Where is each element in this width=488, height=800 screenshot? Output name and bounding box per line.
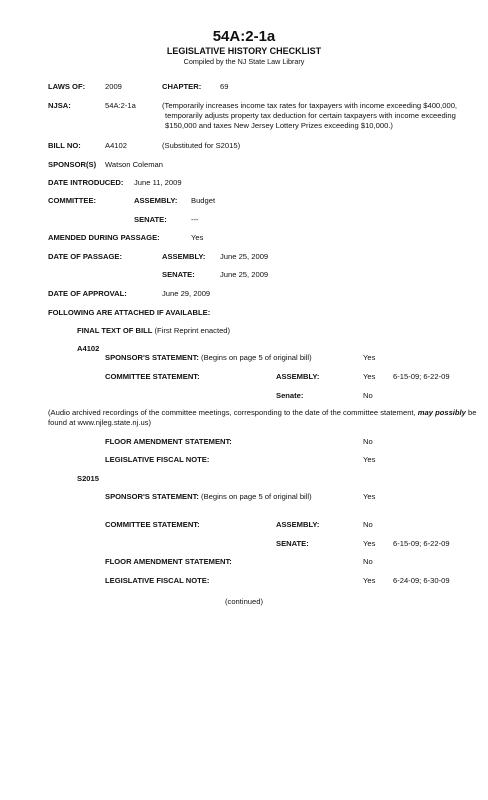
a4102-label: A4102 [77,344,100,353]
s2015-senate-dates: 6-15-09; 6-22-09 [393,539,450,548]
a4102-sponsor-stmt-value: Yes [363,353,376,362]
s2015-sponsor-row [105,492,312,501]
laws-of-label: LAWS OF: [48,82,86,91]
s2015-fiscal-label: LEGISLATIVE FISCAL NOTE: [105,576,210,585]
committee-assembly-label: ASSEMBLY: [134,196,178,205]
s2015-senate-label: SENATE: [276,539,309,548]
final-text-label: FINAL TEXT OF BILL [77,326,153,335]
final-text-row [77,326,230,335]
a4102-senate-label: Senate: [276,391,304,400]
a4102-assembly-label: ASSEMBLY: [276,372,320,381]
a4102-sponsor-stmt-label: SPONSOR'S STATEMENT: [105,353,199,362]
approval-value: June 29, 2009 [162,289,211,298]
passage-assembly-label: ASSEMBLY: [162,252,206,261]
audio-note-emphasis: may possibly [417,408,466,417]
passage-senate-label: SENATE: [162,270,195,279]
chapter-label: CHAPTER: [162,82,202,91]
chapter-value: 69 [220,82,229,91]
committee-senate-label: SENATE: [134,215,167,224]
attached-label: FOLLOWING ARE ATTACHED IF AVAILABLE: [48,308,211,317]
s2015-sponsor-stmt-note: (Begins on page 5 of original bill) [201,492,312,501]
s2015-floor-label: FLOOR AMENDMENT STATEMENT: [105,557,232,566]
final-text-note: (First Reprint enacted) [154,326,231,335]
a4102-sponsor-row [105,353,312,362]
a4102-sponsor-stmt-note: (Begins on page 5 of original bill) [201,353,312,362]
a4102-sponsor-stmt-dates: 6-15-09; 6-22-09 [393,372,450,381]
njsa-description-line-3: $150,000 and taxes New Jersey Lottery Prizes exceeding $10,000.) [165,121,393,130]
audio-note-text: (Audio archived recordings of the committee meetings, corresponding to the date of the committee statement, [48,408,418,417]
approval-label: DATE OF APPROVAL: [48,289,127,298]
s2015-floor-value: No [363,557,373,566]
passage-assembly-value: June 25, 2009 [220,252,269,261]
laws-of-value: 2009 [105,82,122,91]
a4102-fiscal-label: LEGISLATIVE FISCAL NOTE: [105,455,210,464]
committee-senate-value: --- [191,215,199,224]
bill-no-value: A4102 [105,141,127,150]
audio-note-url: be found at www.njleg.state.nj.us) [48,408,477,427]
s2015-sponsor-stmt-label: SPONSOR'S STATEMENT: [105,492,199,501]
s2015-committee-stmt-label: COMMITTEE STATEMENT: [105,520,200,529]
s2015-senate-value: Yes [363,539,376,548]
njsa-value: 54A:2-1a [105,101,136,110]
sponsors-label: SPONSOR(S) [48,160,97,169]
s2015-label: S2015 [77,474,99,483]
passage-senate-value: June 25, 2009 [220,270,269,279]
a4102-committee-stmt-label: COMMITTEE STATEMENT: [105,372,200,381]
date-introduced-label: DATE INTRODUCED: [48,178,124,187]
document-code: 54A:2-1a [212,28,276,45]
amended-value: Yes [191,233,204,242]
s2015-assembly-value: No [363,520,373,529]
a4102-assembly-value: Yes [363,372,376,381]
a4102-floor-value: No [363,437,373,446]
document-title: LEGISLATIVE HISTORY CHECKLIST [166,46,322,56]
audio-note [48,408,478,428]
njsa-description-line-1: (Temporarily increases income tax rates for taxpayers with income exceeding $400,000, [162,101,458,110]
passage-label: DATE OF PASSAGE: [48,252,122,261]
a4102-fiscal-value: Yes [363,455,376,464]
committee-label: COMMITTEE: [48,196,97,205]
date-introduced-value: June 11, 2009 [134,178,182,187]
s2015-fiscal-value: Yes [363,576,376,585]
s2015-fiscal-dates: 6-24-09; 6-30-09 [393,576,450,585]
bill-no-note: (Substituted for S2015) [162,141,241,150]
amended-label: AMENDED DURING PASSAGE: [48,233,160,242]
compiled-by: Compiled by the NJ State Law Library [183,57,305,66]
s2015-sponsor-stmt-value: Yes [363,492,376,501]
s2015-assembly-label: ASSEMBLY: [276,520,320,529]
bill-no-label: BILL NO: [48,141,81,150]
njsa-label: NJSA: [48,101,71,110]
sponsors-value: Watson Coleman [105,160,163,169]
committee-assembly-value: Budget [191,196,216,205]
continued-note: (continued) [225,597,263,606]
a4102-senate-value: No [363,391,373,400]
njsa-description-line-2: temporarily adjusts property tax deduction for certain taxpayers with income exceeding [165,111,456,120]
a4102-floor-label: FLOOR AMENDMENT STATEMENT: [105,437,232,446]
